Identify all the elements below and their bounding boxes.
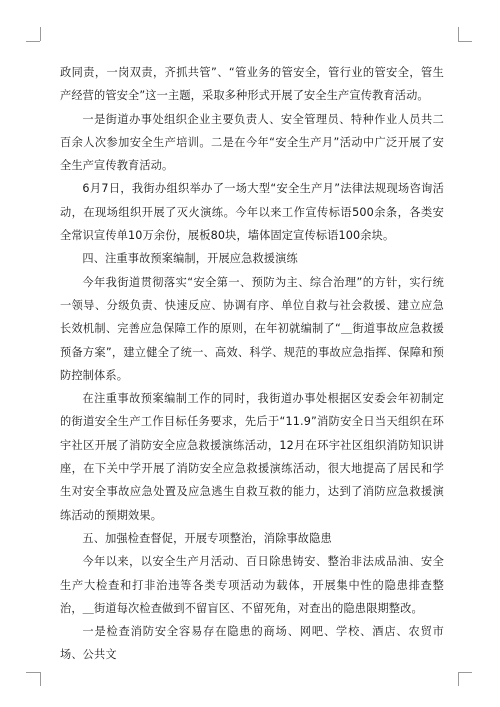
document-body [60,61,444,667]
crop-mark-bottom-left-h [26,672,40,673]
crop-mark-bottom-right-v [458,672,459,686]
paragraph-training: 一是街道办事处组织企业主要负责人、安全管理员、特种作业人员共二百余人次参加安全生产培训。二是在今年“安全生产月”活动中广泛开展了安全生产宣传教育活动。 [60,112,444,173]
crop-mark-top-left-v [40,27,41,41]
paragraph-inspection: 今年以来，以安全生产月活动、百日除患铸安、整治非法成品油、安全生产大检查和打非治违等各类专项活动为载体，开展集中性的隐患排查整治，＿街道每次检查做到不留盲区、不留死角，对查出的隐患限期整改。 [60,555,444,615]
section-heading-4: 四、注重事故预案编制，开展应急救援演练 [82,252,298,266]
crop-mark-bottom-right-h [458,672,472,673]
crop-mark-top-right-v [458,27,459,41]
crop-mark-top-right-h [458,41,472,42]
paragraph-drills: 在注重事故预案编制工作的同时，我街道办事处根据区安委会年初制定的街道安全生产工作目标任务要求，先后于“11.9”消防安全日当天组织在环宇社区开展了消防安全应急救援演练活动，12月在环宇社区组织消防知识讲座，在下关中学开展了消防安全应急救援演练活动，很大地提高了居民和学生对安全事故应急处置及应急逃生自救互救的能力，达到了消防应急救援演练活动的预期效果。 [60,392,444,522]
crop-mark-bottom-left-v [40,672,41,686]
paragraph-fire-check: 一是检查消防安全容易存在隐患的商场、网吧、学校、酒店、农贸市场、公共文 [60,625,444,662]
paragraph-emergency-plan: 今年我街道贯彻落实“安全第一、预防为主、综合治理”的方针，实行统一领导、分级负责、快速反应、协调有序、单位自救与社会救援、建立应急长效机制、完善应急保障工作的原则，在年初就编制了“＿街道事故应急救援预备方案”，建立健全了统一、高效、科学、规范的事故应急指挥、保障和预防控制体系。 [60,275,444,382]
section-heading-5: 五、加强检查督促，开展专项整治，消除事故隐患 [82,531,332,545]
crop-mark-top-left-h [26,41,40,42]
paragraph-continuation: 政同责，一岗双责，齐抓共管”、“管业务的管安全，管行业的管安全，管生产经营的管安全”这一主题，采取多种形式开展了安全生产宣传教育活动。 [60,66,444,103]
paragraph-june-event: 6月7日，我街办组织举办了一场大型“安全生产月”法律法规现场咨询活动，在现场组织开展了灭火演练。今年以来工作宣传标语500余条，各类安全常识宣传单10万余份，展板80块，墙体固定宣传标语100余块。 [60,182,444,243]
